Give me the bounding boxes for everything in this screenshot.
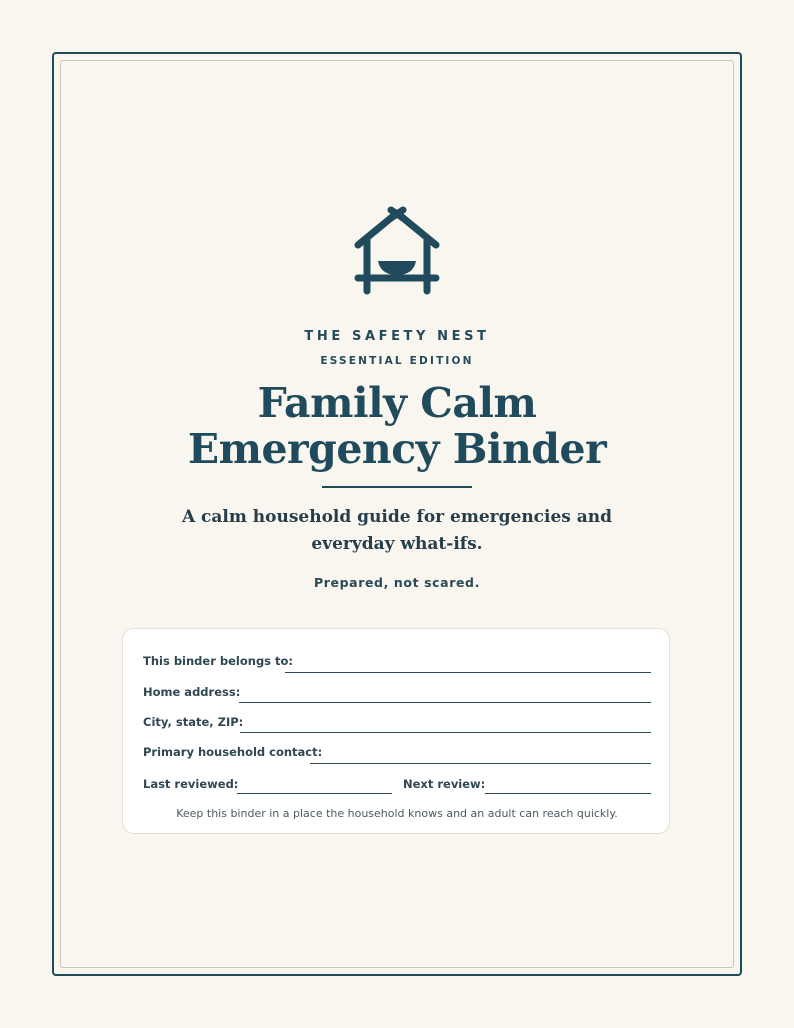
primary-contact-label: Primary household contact: bbox=[143, 745, 323, 759]
home-address-field[interactable] bbox=[239, 702, 651, 703]
title-line-1: Family Calm bbox=[257, 379, 537, 427]
belongs-to-field[interactable] bbox=[285, 672, 651, 673]
city-state-zip-label: City, state, ZIP: bbox=[143, 715, 244, 729]
home-address-label: Home address: bbox=[143, 685, 241, 699]
last-reviewed-label: Last reviewed: bbox=[143, 777, 239, 791]
title-line-2: Emergency Binder bbox=[187, 425, 607, 473]
title-divider bbox=[322, 486, 472, 488]
primary-contact-field[interactable] bbox=[310, 763, 651, 764]
page-title bbox=[0, 380, 794, 472]
brand-name: THE SAFETY NEST bbox=[304, 329, 490, 344]
next-review-label: Next review: bbox=[403, 777, 486, 791]
tagline: Prepared, not scared. bbox=[314, 575, 480, 590]
owner-info-card bbox=[122, 628, 670, 834]
city-state-zip-field[interactable] bbox=[240, 732, 651, 733]
last-reviewed-field[interactable] bbox=[237, 793, 392, 794]
belongs-to-label: This binder belongs to: bbox=[143, 654, 294, 668]
house-with-bowl-icon bbox=[352, 205, 442, 297]
subtitle: A calm household guide for emergencies and everyday what-ifs. bbox=[181, 507, 613, 554]
card-note: Keep this binder in a place the household knows and an adult can reach quickly. bbox=[176, 807, 618, 820]
edition-label: ESSENTIAL EDITION bbox=[320, 355, 474, 367]
next-review-field[interactable] bbox=[485, 793, 651, 794]
